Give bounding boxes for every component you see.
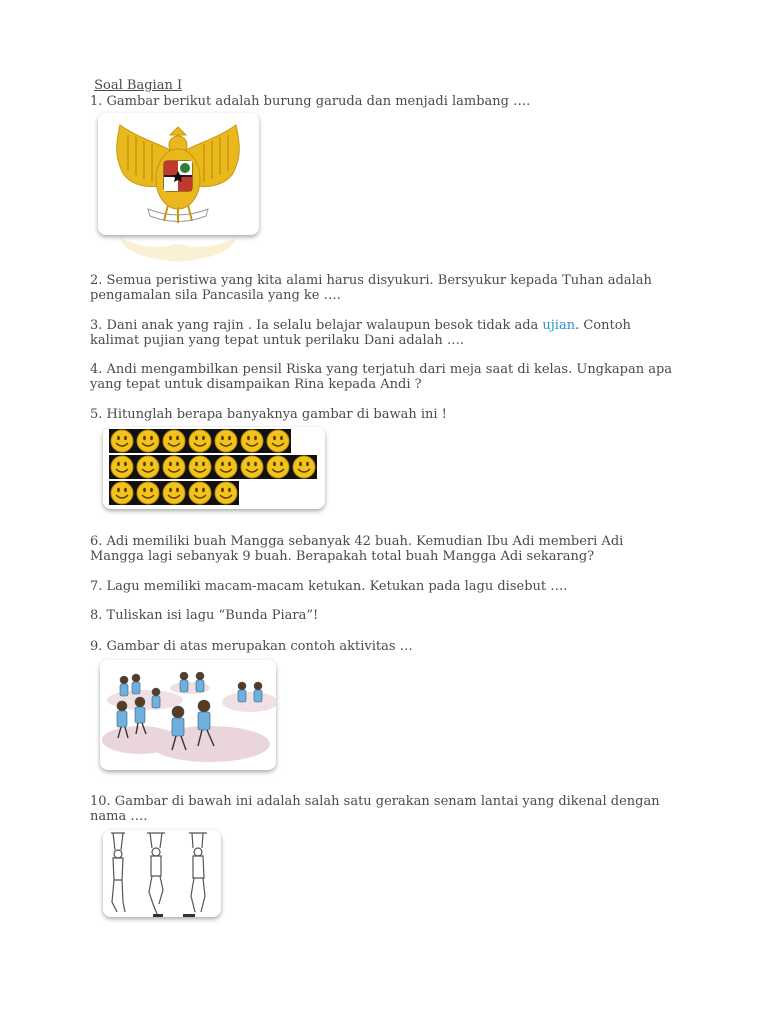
smiley-icon xyxy=(265,429,291,453)
smiley-icon xyxy=(187,455,213,479)
ujian-link[interactable]: ujian xyxy=(542,318,576,333)
smiley-icon xyxy=(135,429,161,453)
garuda-emblem-icon xyxy=(98,113,259,235)
section-title xyxy=(90,78,182,93)
garuda-image xyxy=(98,113,259,235)
question-3-line-1 xyxy=(90,318,631,333)
question-5: 5. Hitunglah berapa banyaknya gambar di bawah ini ! xyxy=(90,407,447,422)
garuda-reflection-icon xyxy=(98,236,259,264)
smiley-icon xyxy=(239,455,265,479)
smiley-icon xyxy=(213,429,239,453)
smiley-icon xyxy=(187,429,213,453)
smiley-row-3 xyxy=(109,481,239,505)
smileys-image xyxy=(103,427,325,509)
question-3-text-b: . Contoh xyxy=(575,318,631,333)
question-2-line-1: 2. Semua peristiwa yang kita alami harus disyukuri. Bersyukur kepada Tuhan adalah xyxy=(90,273,652,288)
question-10-line-2: nama …. xyxy=(90,809,148,824)
question-2-line-2: pengamalan sila Pancasila yang ke …. xyxy=(90,288,341,303)
smiley-icon xyxy=(161,429,187,453)
garuda-reflection xyxy=(98,236,259,264)
question-6-line-1: 6. Adi memiliki buah Mangga sebanyak 42 buah. Kemudian Ibu Adi memberi Adi xyxy=(90,534,624,549)
smiley-icon xyxy=(135,455,161,479)
smiley-icon xyxy=(109,481,135,505)
smiley-row-1 xyxy=(109,429,291,453)
smiley-icon xyxy=(265,455,291,479)
smiley-icon xyxy=(161,481,187,505)
kids-playing-image xyxy=(100,660,276,770)
gymnastics-image xyxy=(103,830,221,917)
smiley-row-2 xyxy=(109,455,317,479)
question-1: 1. Gambar berikut adalah burung garuda dan menjadi lambang …. xyxy=(90,94,531,109)
smiley-icon xyxy=(109,455,135,479)
question-9: 9. Gambar di atas merupakan contoh aktivitas … xyxy=(90,639,413,654)
children-playing-icon xyxy=(100,660,276,770)
question-6-line-2: Mangga lagi sebanyak 9 buah. Berapakah total buah Mangga Adi sekarang? xyxy=(90,549,595,564)
question-3-line-2: kalimat pujian yang tepat untuk perilaku Dani adalah …. xyxy=(90,333,465,348)
smiley-icon xyxy=(135,481,161,505)
question-7: 7. Lagu memiliki macam-macam ketukan. Ketukan pada lagu disebut …. xyxy=(90,579,568,594)
question-8: 8. Tuliskan isi lagu “Bunda Piara”! xyxy=(90,608,319,623)
question-4-line-2: yang tepat untuk disampaikan Rina kepada Andi ? xyxy=(90,377,422,392)
hanging-gymnastics-icon xyxy=(103,830,221,917)
question-4-line-1: 4. Andi mengambilkan pensil Riska yang terjatuh dari meja saat di kelas. Ungkapan apa xyxy=(90,362,673,377)
question-10-line-1: 10. Gambar di bawah ini adalah salah satu gerakan senam lantai yang dikenal dengan xyxy=(90,794,660,809)
question-3-text-a: 3. Dani anak yang rajin . Ia selalu belajar walaupun besok tidak ada xyxy=(90,318,543,333)
smiley-icon xyxy=(213,455,239,479)
smiley-icon xyxy=(291,455,317,479)
smiley-icon xyxy=(187,481,213,505)
smiley-grid xyxy=(109,429,325,507)
section-title-text: Soal Bagian I xyxy=(94,78,183,93)
smiley-icon xyxy=(239,429,265,453)
smiley-icon xyxy=(213,481,239,505)
smiley-icon xyxy=(109,429,135,453)
smiley-icon xyxy=(161,455,187,479)
